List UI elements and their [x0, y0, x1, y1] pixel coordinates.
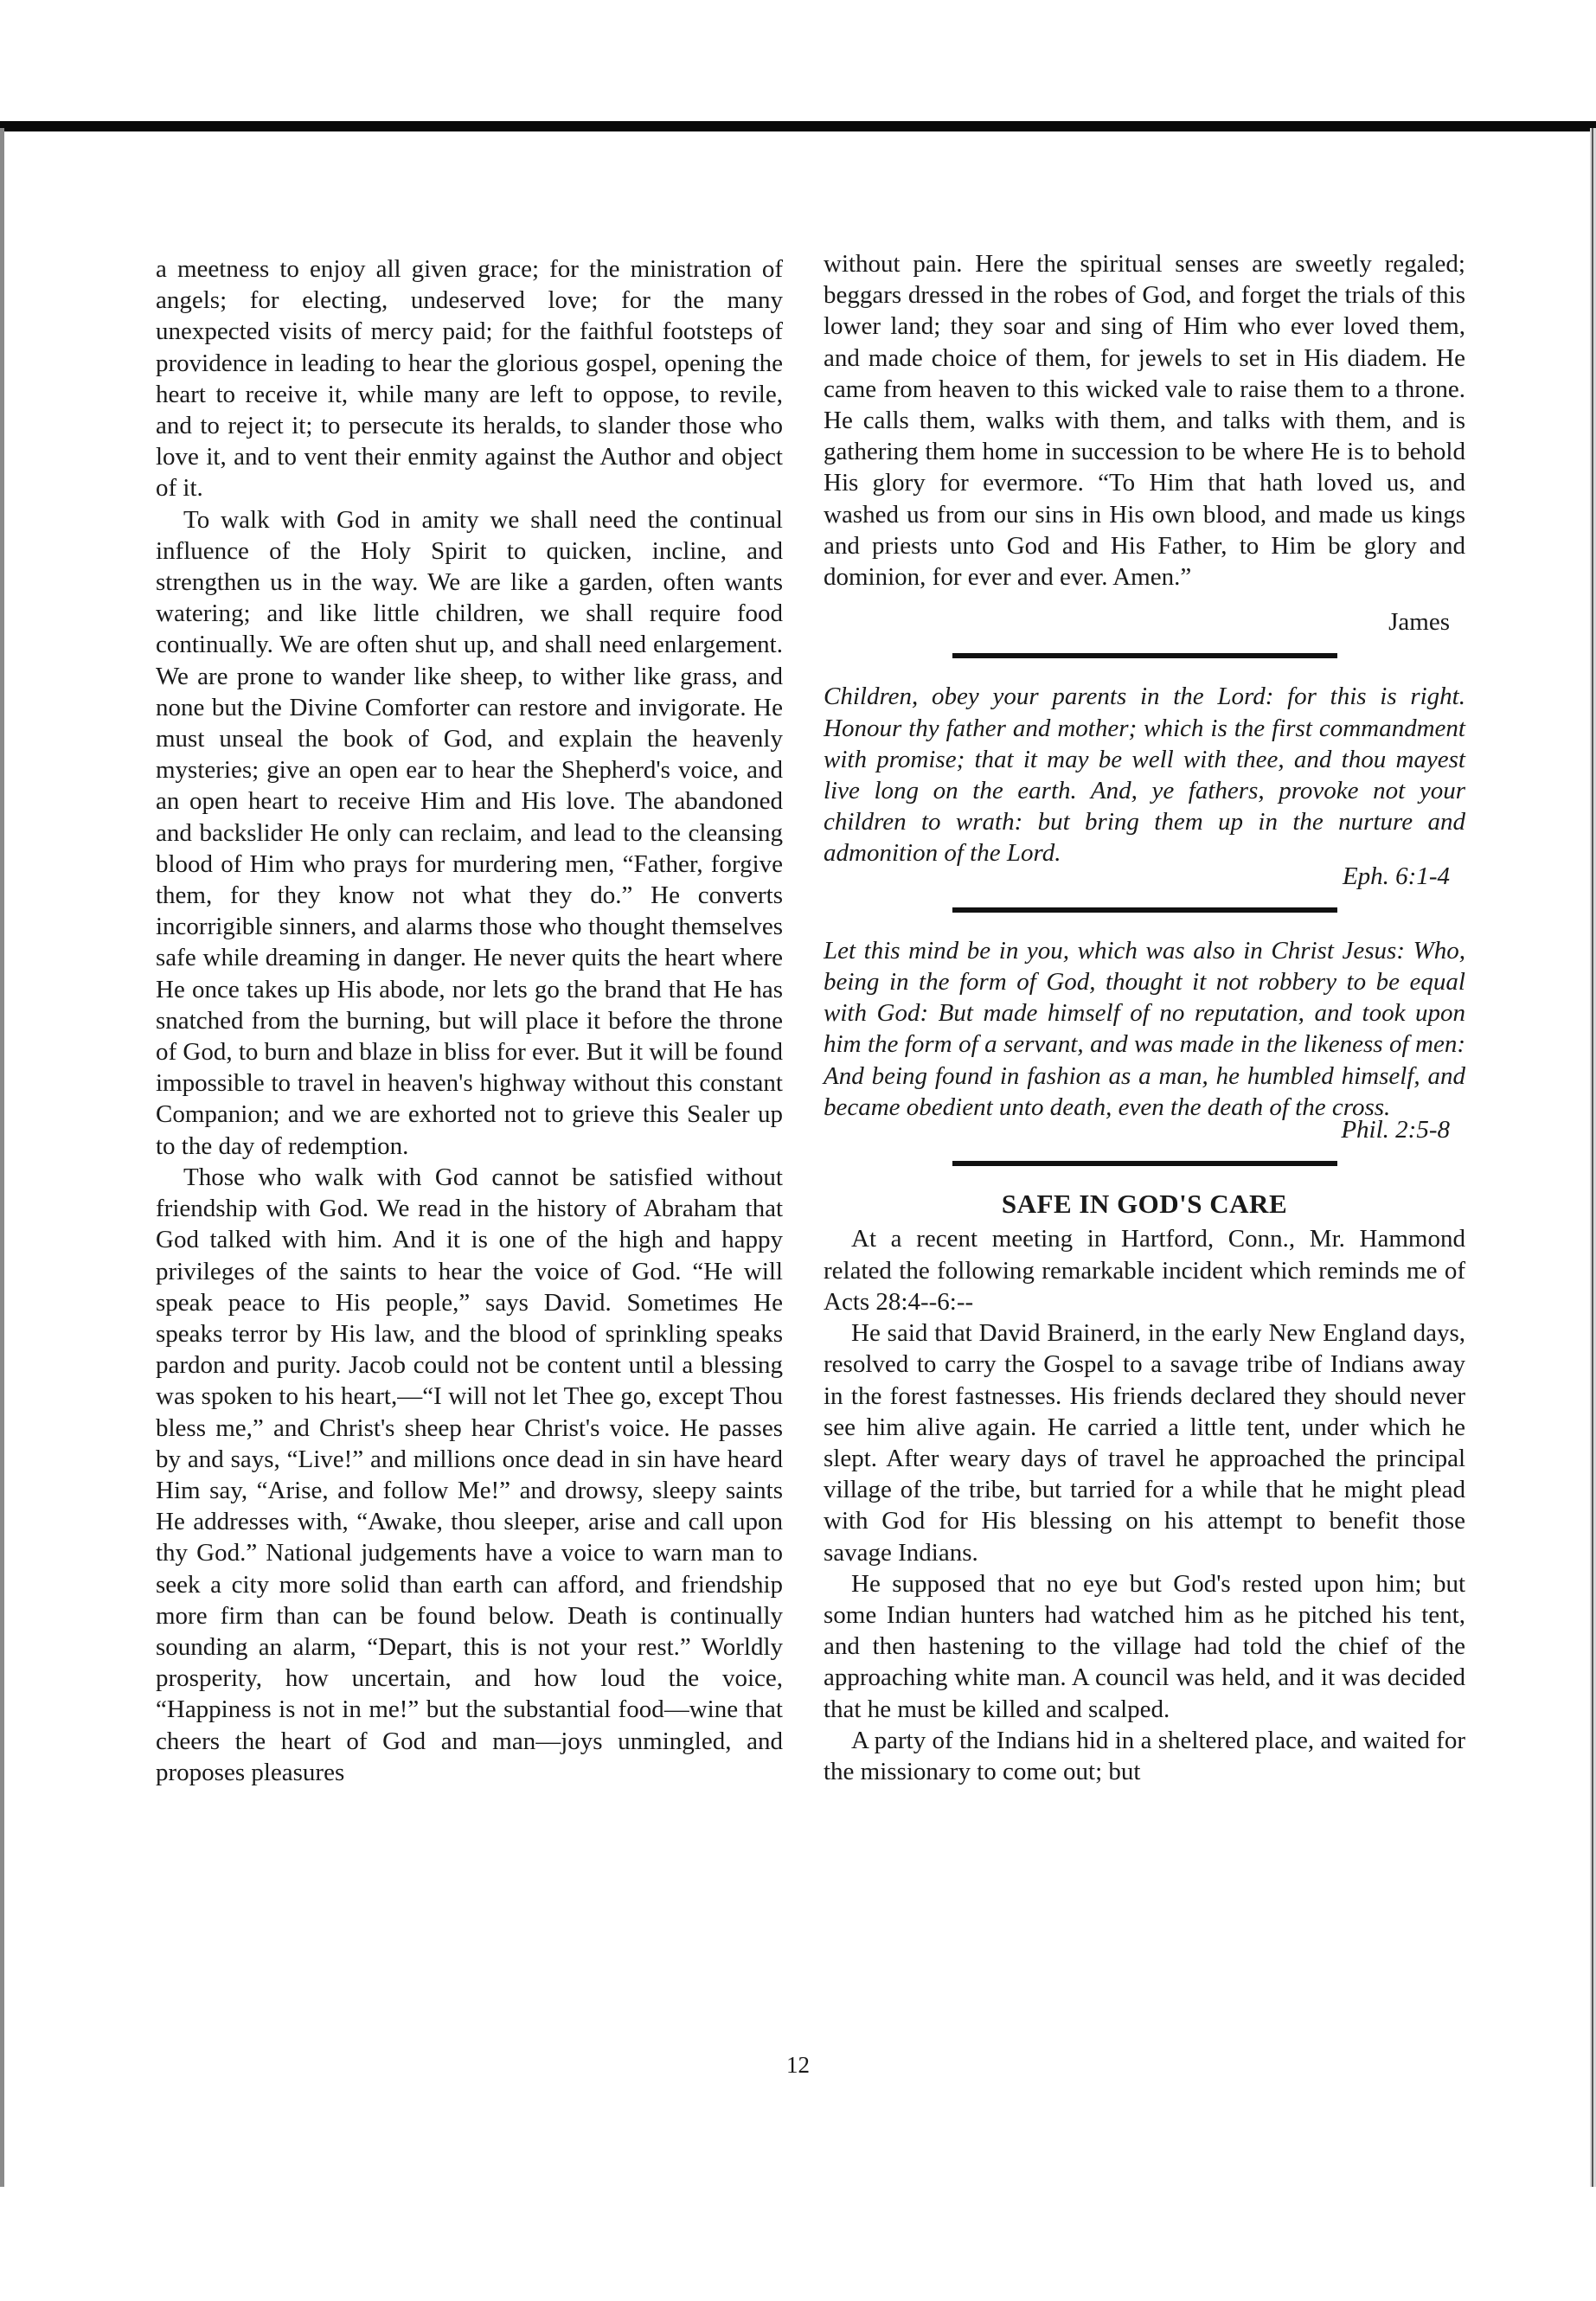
verse-reference-2: Phil. 2:5-8	[1341, 1116, 1450, 1144]
right-column	[824, 248, 1465, 1787]
author-signature: James	[1388, 608, 1450, 637]
left-paragraph-2: To walk with God in amity we shall need the continual influence of the Holy Spirit to quicken, incline, and strengthen us in the way. We are like a garden, often wants watering; and like little children, we shall require food continually. We are often shut up, and shall need enlargement. We are prone to wander like sheep, to wither like grass, and none but the Divine Comforter can restore and invigorate. He must unseal the book of God, and explain the heavenly mysteries; give an open ear to hear the Shepherd's voice, and an open heart to receive Him and His love. The abandoned and backslider He only can reclaim, and lead to the cleansing blood of Him who prays for murdering men, “Father, forgive them, for they know not what they do.” He converts incorrigible sinners, and alarms those who thought themselves safe while dreaming in danger. He never quits the heart where He once takes up His abode, nor lets go the brand that He has snatched from the burning, but will place it before the throne of God, to burn and blaze in bliss for ever. But it will be found impossible to travel in heaven's highway without this constant Companion; and we are exhorted not to grieve this Sealer up to the day of redemption.	[156, 505, 783, 1160]
article-body	[824, 1223, 1465, 1787]
verse-reference-1: Eph. 6:1-4	[1342, 862, 1450, 890]
article-heading: SAFE IN GOD'S CARE	[1001, 1189, 1288, 1220]
right-continuation-paragraph: without pain. Here the spiritual senses are sweetly regaled; beggars dressed in the robes of God, and forget the trials of this lower land; they soar and sing of Him who ever loved them, and made choice of them, for jewels to set in His diadem. He came from heaven to this wicked vale to raise them to a throne. He calls them, walks with them, and talks with them, and is gathering them home in succession to be where He is to behold His glory for evermore. “To Him that hath loved us, and washed us from our sins in His own blood, and made us kings and priests unto God and His Father, to Him be glory and dominion, for ever and ever. Amen.”	[824, 250, 1465, 592]
section-divider-3	[952, 1161, 1337, 1166]
left-column	[156, 253, 783, 1788]
article-paragraph-4: A party of the Indians hid in a sheltered place, and waited for the missionary to come out; but	[824, 1726, 1465, 1785]
verse-text-1: Children, obey your parents in the Lord: for this is right. Honour thy father and mother; which is the first commandment with promise; that it may be well with thee, and thou mayest live long on the earth. And, ye fathers, provoke not your children to wrath: but bring them up in the nurture and admonition of the Lord.	[824, 683, 1465, 868]
scan-right-edge	[1590, 128, 1596, 2187]
section-divider-2	[952, 907, 1337, 913]
scan-top-border	[0, 121, 1596, 131]
section-divider-1	[952, 653, 1337, 658]
left-paragraph-3: Those who walk with God cannot be satisfied without friendship with God. We read in the history of Abraham that God talked with him. And it is one of the high and happy privileges of the saints to hear the voice of God. “He will speak peace to His people,” says David. Sometimes He speaks terror by His law, and the blood of sprinkling speaks pardon and purity. Jacob could not be content until a blessing was spoken to his heart,—“I will not let Thee go, except Thou bless me,” and Christ's sheep hear Christ's voice. He passes by and says, “Live!” and millions once dead in sin have heard Him say, “Arise, and follow Me!” and drowsy, sleepy saints He addresses with, “Awake, thou sleeper, arise and call upon thy God.” National judgements have a voice to warn man to seek a city more solid than earth can afford, and friendship more firm than can be found below. Death is continually sounding an alarm, “Depart, this is not your rest.” Worldly prosperity, how uncertain, and how loud the voice, “Happiness is not in me!” but the substantial food—wine that cheers the heart of God and man—joys unmingled, and proposes pleasures	[156, 1163, 783, 1786]
page-number: 12	[786, 2052, 810, 2078]
article-paragraph-2: He said that David Brainerd, in the early New England days, resolved to carry the Gospel to a savage tribe of Indians away in the forest fastnesses. His friends declared they should never see him alive again. He carried a little tent, under which he slept. After weary days of travel he approached the principal village of the tribe, but tarried for a while that he might plead with God for His blessing on his attempt to benefit those savage Indians.	[824, 1319, 1465, 1567]
verse-text-2: Let this mind be in you, which was also in Christ Jesus: Who, being in the form of God, thought it not robbery to be equal with God: But made himself of no reputation, and took upon him the form of a servant, and was made in the likeness of men: And being found in fashion as a man, he humbled himself, and became obedient unto death, even the death of the cross.	[824, 936, 1465, 1121]
article-paragraph-1: At a recent meeting in Hartford, Conn., Mr. Hammond related the following remarkable incident which reminds me of Acts 28:4--6:--	[824, 1225, 1465, 1316]
left-paragraph-1: a meetness to enjoy all given grace; for the ministration of angels; for electing, undeserved love; for the many unexpected visits of mercy paid; for the faithful footsteps of providence in leading to hear the glorious gospel, opening the heart to receive it, while many are left to oppose, to revile, and to reject it; to persecute its heralds, to slander those who love it, and to vent their enmity against the Author and object of it.	[156, 255, 783, 503]
scan-left-edge	[0, 128, 4, 2187]
article-paragraph-3: He supposed that no eye but God's rested upon him; but some Indian hunters had watched him as he pitched his tent, and then hastening to the village had told the chief of the approaching white man. A council was held, and it was decided that he must be killed and scalped.	[824, 1569, 1465, 1723]
